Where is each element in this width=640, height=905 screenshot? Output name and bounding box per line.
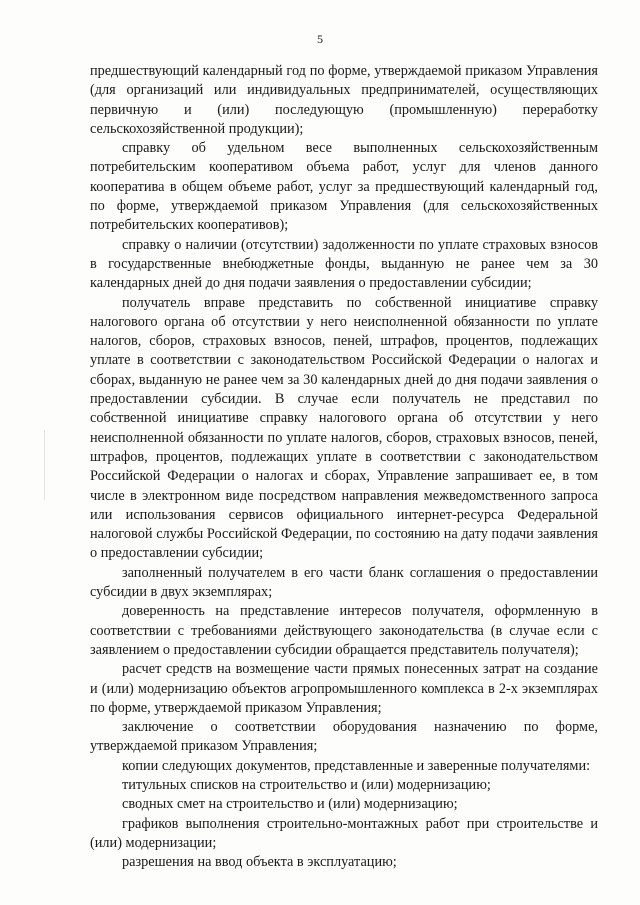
paragraph-p8: заключение о соответствии оборудования назначению по форме, утверждаемой приказом Управления; <box>90 719 598 755</box>
paragraph-p4: получатель вправе представить по собственной инициативе справку налогового органа об отсутствии у него неисполненной обязанности по уплате налогов, сборов, страховых взносов, пеней, штрафов, процентов, подлежащих уплате в соответствии с законодательством Российской Федерации о налогах и сборах, выданную не ранее чем за 30 календарных дней до дня подачи заявления о предоставлении субсидии. В случае если получатель не представил по собственной инициативе справку налогового органа об отсутствии у него неисполненной обязанности по уплате налогов, сборов, страховых взносов, пеней, штрафов, процентов, подлежащих уплате в соответствии с законодательством Российской Федерации о налогах и сборах, Управление запрашивает ее, в том числе в электронном виде посредством направления межведомственного запроса или использования сервисов официального интернет-ресурса Федеральной налоговой службы Российской Федерации, по состоянию на дату подачи заявления о предоставлении субсидии; <box>90 294 598 562</box>
scan-edge-mark <box>44 430 45 500</box>
page-number: 5 <box>317 32 323 46</box>
paragraph-p2: справку об удельном весе выполненных сельскохозяйственным потребительским кооперативом объема работ, услуг для членов данного кооператива в общем объеме работ, услуг за предшествующий календарный год, по форме, утверждаемой приказом Управления (для сельскохозяйственных потребительских кооперативов); <box>90 140 598 234</box>
paragraph-p1: предшествующий календарный год по форме, утверждаемой приказом Управления (для организаций или индивидуальных предпринимателей, осуществляющих первичную и (или) последующую (промышленную) переработку сельскохозяйственной продукции); <box>90 63 598 137</box>
paragraph-p12: графиков выполнения строительно-монтажных работ при строительстве и (или) модернизации; <box>90 815 598 851</box>
document-body <box>90 62 598 872</box>
paragraph-p13: разрешения на ввод объекта в эксплуатацию; <box>122 854 397 871</box>
paragraph-p5: заполненный получателем в его части бланк соглашения о предоставлении субсидии в двух экземплярах; <box>90 564 598 601</box>
paragraph-p3: справку о наличии (отсутствии) задолженности по уплате страховых взносов в государственные внебюджетные фонды, выданную не ранее чем за 30 календарных дней до дня подачи заявления о предоставлении субсидии; <box>90 236 598 292</box>
paragraph-p9: копии следующих документов, представленные и заверенные получателями: <box>122 757 591 774</box>
paragraph-p11: сводных смет на строительство и (или) модернизацию; <box>122 796 458 813</box>
paragraph-p10: титульных списков на строительство и (или) модернизацию; <box>122 776 491 793</box>
paragraph-p6: доверенность на представление интересов получателя, оформленную в соответствии с требованиями действующего законодательства (в случае если с заявлением о предоставлении субсидии обращается представитель получателя); <box>90 603 598 658</box>
paragraph-p7: расчет средств на возмещение части прямых понесенных затрат на создание и (или) модернизацию объектов агропромышленного комплекса в 2-х экземплярах по форме, утверждаемой приказом Управления; <box>90 661 598 716</box>
